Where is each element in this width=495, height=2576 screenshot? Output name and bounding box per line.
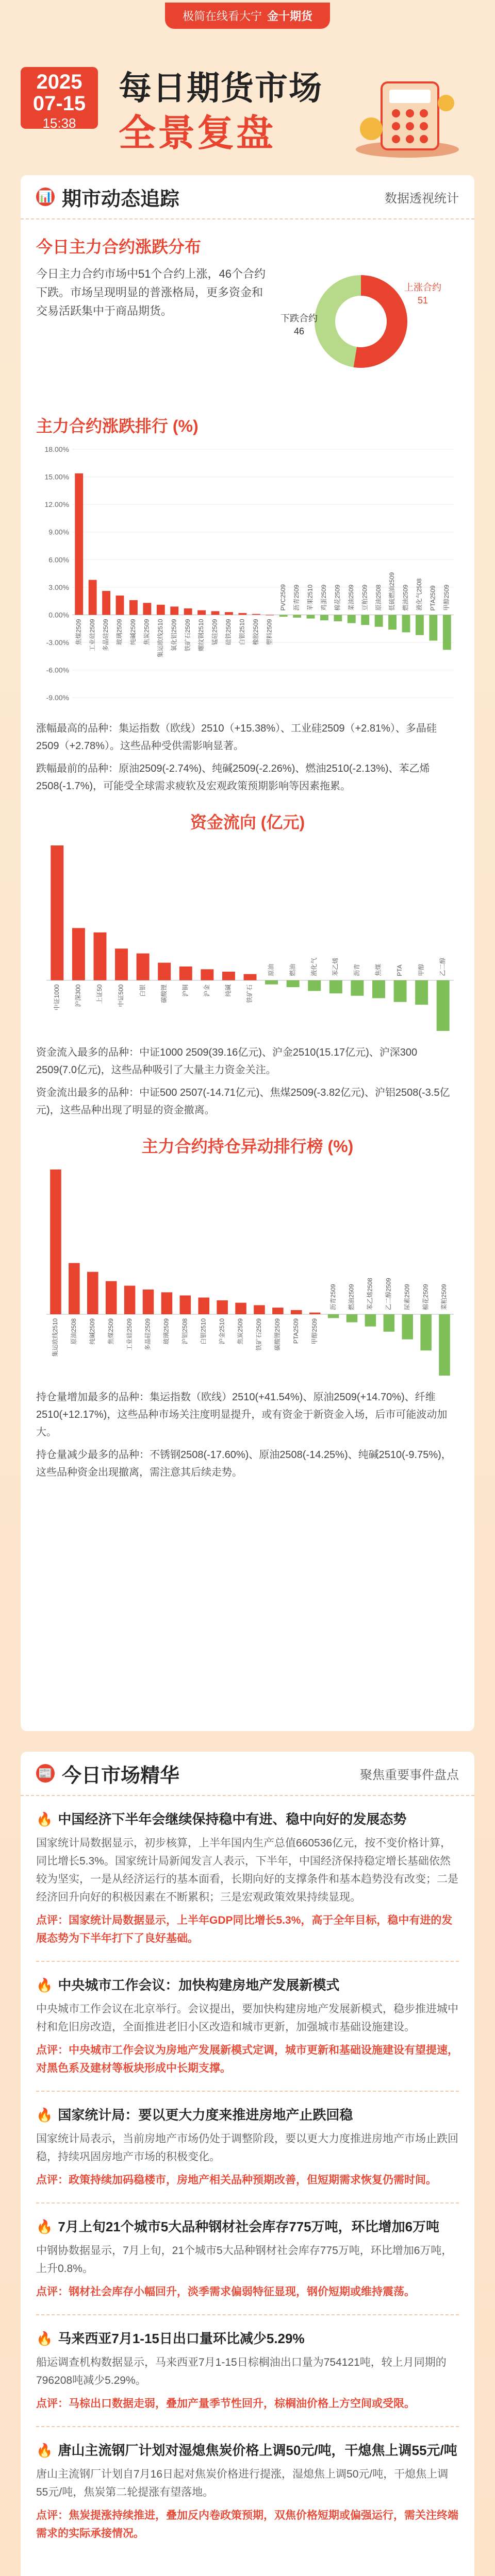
bar <box>307 615 315 618</box>
x-tick-label: 氧化铝2509 <box>170 619 178 652</box>
year: 2025 <box>36 71 82 93</box>
bar <box>420 1314 432 1350</box>
bar <box>402 1314 413 1340</box>
x-tick-label: 苯乙烯 <box>332 957 339 976</box>
bar <box>372 980 385 998</box>
pie-down-value: 46 <box>293 326 305 336</box>
pie-up-label: 上涨合约 <box>404 282 441 293</box>
bar <box>143 1290 154 1314</box>
x-tick-label: 碳酸锂2509 <box>274 1318 282 1351</box>
oi-note-2: 持仓量减少最多的品种：不锈钢2508(-17.60%)、原油2508(-14.25%)、纯碱2510(-9.75%)，这些品种资金出现撤离，需注意其后续走势。 <box>36 1449 452 1478</box>
y-tick-label: -9.00% <box>46 693 69 702</box>
bar <box>402 615 410 632</box>
x-tick-label: 上证50 <box>96 984 104 1004</box>
news-item[interactable] <box>36 2217 459 2301</box>
x-tick-label: 玻璃2509 <box>116 619 123 646</box>
news-comment-text: 点评：马棕出口数据走弱，叠加产量季节性回升，棕榈油价格上方空间或受限。 <box>36 2398 415 2410</box>
time: 15:38 <box>42 115 76 131</box>
news-list <box>21 1809 474 2543</box>
bar <box>351 980 364 996</box>
x-tick-label: 燃油 <box>289 963 296 976</box>
bar <box>184 608 192 615</box>
x-tick-label: 碳酸锂 <box>160 984 168 1003</box>
news-comment <box>36 1911 459 1947</box>
x-tick-label: 焦炭2509 <box>143 619 151 646</box>
x-tick-label: 甲醇2509 <box>442 584 450 611</box>
bar <box>361 615 369 625</box>
news-title <box>36 2441 459 2460</box>
change-bar-chart <box>36 444 459 712</box>
bar <box>254 1305 265 1314</box>
bar <box>116 596 124 615</box>
bar <box>137 954 150 980</box>
x-tick-label: 玻璃2509 <box>162 1318 170 1345</box>
news-title <box>36 2217 459 2236</box>
x-tick-label: 焦煤2509 <box>107 1318 114 1345</box>
x-tick-label: 多晶硅2509 <box>102 619 110 652</box>
x-tick-label: 工业硅2509 <box>88 619 96 652</box>
x-tick-label: 铁矿石2509 <box>255 1318 263 1351</box>
calculator-icon <box>351 72 464 160</box>
news-body-text: 国家统计局数据显示，初步核算，上半年国内生产总值660536亿元，按不变价格计算，同比增长5.3%。国家统计局新闻发言人表示，下半年，中国经济保持稳定增长基础依然较为坚实，一是从经济运行的基本面看，长期向好的支撑条件和基本趋势没有改变；二是经济回升向好的积极因素在不断累积；三是宏观政策效果持续显现。 <box>36 1837 458 1903</box>
x-tick-label: 菜粕2509 <box>440 1284 448 1310</box>
y-tick-label: -6.00% <box>46 666 69 674</box>
news-comment <box>36 2171 459 2189</box>
news-body-text: 中钢协数据显示，7月上旬，21个城市5大品种钢材社会库存775万吨，环比增加6万吨，上升0.8%。 <box>36 2245 453 2275</box>
divider <box>36 1961 459 1962</box>
news-title <box>36 1975 459 1995</box>
bar <box>244 974 257 980</box>
x-tick-label: PTA2509 <box>429 585 437 611</box>
x-tick-label: 白银 <box>139 984 146 997</box>
bar <box>388 615 397 630</box>
month-day: 07-15 <box>32 92 86 115</box>
x-tick-label: 纯碱 <box>224 984 232 997</box>
chg-title: 主力合约涨跌排行 (%) <box>36 417 199 435</box>
x-tick-label: 沥青2509 <box>293 584 301 611</box>
date-box <box>21 67 98 129</box>
divider <box>36 2202 459 2204</box>
news-comment <box>36 2506 459 2543</box>
section-right-label: 聚焦重要事件盘点 <box>360 1768 459 1782</box>
bar <box>265 980 278 985</box>
bar <box>346 1314 358 1323</box>
up-down-pie-chart <box>268 255 454 388</box>
bar <box>217 1300 228 1314</box>
bar <box>394 980 407 1002</box>
x-tick-label: 橡胶2509 <box>252 619 259 646</box>
top-label: 极简在线看大宁 <box>182 9 262 23</box>
bar <box>308 980 321 991</box>
bar <box>334 615 342 621</box>
news-body <box>36 2465 459 2501</box>
bar <box>429 615 437 640</box>
y-tick-label: 0.00% <box>48 611 69 619</box>
news-body-text: 唐山主流钢厂计划自7月16日起对焦炭价格进行提涨，湿熄焦上调50元/吨，干熄焦上调55元/吨，焦炭第二轮提涨有望落地。 <box>36 2468 449 2498</box>
x-tick-label: 中证1000 <box>53 984 60 1011</box>
x-tick-label: 尿素2509 <box>403 1284 411 1310</box>
bar <box>384 1314 395 1332</box>
bar <box>143 603 151 615</box>
bar <box>291 1310 302 1314</box>
x-tick-label: 沪铝2508 <box>181 1318 189 1345</box>
chart-icon: 📊 <box>36 188 55 206</box>
news-item[interactable] <box>36 1975 459 2077</box>
bar <box>293 615 301 617</box>
x-tick-label: 豆粕2509 <box>361 584 369 611</box>
pie-slice-up <box>353 275 407 368</box>
bar <box>69 1263 80 1314</box>
x-tick-label: 纯碱2509 <box>88 1318 96 1345</box>
news-item[interactable] <box>36 2441 459 2543</box>
section-header <box>21 175 474 219</box>
y-tick-label: 9.00% <box>48 528 69 536</box>
flame-icon: 🔥 <box>36 1977 53 1993</box>
news-body <box>36 2000 459 2036</box>
bar <box>180 1295 191 1314</box>
news-icon: 📰 <box>36 1764 55 1783</box>
x-tick-label: 集运欧线2510 <box>52 1318 59 1357</box>
y-tick-label: 18.00% <box>44 445 69 453</box>
news-comment-text: 点评：钢材社会库存小幅回升，淡季需求偏弱特征显现，钢价短期或维持震荡。 <box>36 2286 415 2298</box>
bar <box>320 615 328 620</box>
bar <box>225 612 233 615</box>
bar <box>170 606 178 615</box>
news-title-text: 马来西亚7月1-15日出口量环比减少5.29% <box>58 2331 305 2346</box>
x-tick-label: 原油2508 <box>374 584 382 611</box>
flow-note-2: 资金流出最多的品种：中证500 2507(-14.71亿元)、焦煤2509(-3.82亿元)、沪铝2508(-3.5亿元)，这些品种出现了明显的资金撤离。 <box>36 1087 450 1116</box>
bar <box>235 1303 246 1314</box>
x-tick-label: 纯碱2509 <box>129 619 137 646</box>
bar <box>93 933 106 980</box>
chg-note-2: 跌幅最前的品种：原油2509(-2.74%)、纯碱2509(-2.26%)、燃油2510(-2.13%)、苯乙烯2508(-1.7%)，可能受全球需求疲软及宏观政策预期影响等因素拖累。 <box>36 763 430 792</box>
x-tick-label: 集运欧线2510 <box>156 619 164 658</box>
bar <box>197 611 206 615</box>
x-tick-label: 棉花2509 <box>422 1284 430 1310</box>
bar <box>157 605 165 615</box>
y-tick-label: -3.00% <box>46 638 69 647</box>
bar <box>348 615 356 623</box>
x-tick-label: 沥青 <box>353 963 361 976</box>
news-comment-text: 点评：中央城市工作会议为房地产发展新模式定调，城市更新和基础设施建设有望提速，对黑色系及建材等板块形成中长期支撑。 <box>36 2044 458 2074</box>
flame-icon: 🔥 <box>36 2443 53 2458</box>
x-tick-label: 焦炭2509 <box>237 1318 244 1345</box>
x-tick-label: 焦煤2509 <box>75 619 82 646</box>
x-tick-label: 铁矿石2509 <box>184 619 191 652</box>
bar <box>72 928 85 980</box>
bar <box>129 600 138 615</box>
oi-title: 主力合约持仓异动排行榜 (%) <box>141 1137 354 1156</box>
y-tick-label: 6.00% <box>48 555 69 564</box>
x-tick-label: 铁矿石 <box>246 984 254 1003</box>
x-tick-label: 沪金2510 <box>218 1318 226 1345</box>
x-tick-label: 低硫燃油2509 <box>388 572 396 611</box>
news-body-text: 国家统计局表示，当前房地产市场仍处于调整阶段，要以更大力度推进房地产市场止跌回稳，持续巩固房地产市场的积极变化。 <box>36 2133 458 2163</box>
x-tick-label: 沪深300 <box>74 984 82 1007</box>
news-title-text: 唐山主流钢厂计划对湿熄焦炭价格上调50元/吨，干熄焦上调55元/吨 <box>58 2443 457 2458</box>
news-comment <box>36 2283 459 2301</box>
x-tick-label: 塑料2509 <box>266 619 273 646</box>
bar <box>329 980 342 994</box>
x-tick-label: 苹果2510 <box>306 584 314 611</box>
bar <box>161 1292 173 1314</box>
bar <box>158 963 171 980</box>
news-title-text: 7月上旬21个城市5大品种钢材社会库存775万吨，环比增加6万吨 <box>58 2219 440 2234</box>
bar <box>439 1314 450 1376</box>
x-tick-label: 甲醇2509 <box>310 1318 318 1345</box>
news-body <box>36 2353 459 2389</box>
y-tick-label: 3.00% <box>48 583 69 591</box>
x-tick-label: 燃油2509 <box>348 1284 355 1310</box>
x-tick-label: 苯乙烯2508 <box>366 1278 374 1310</box>
bar <box>416 615 424 635</box>
bar <box>115 948 128 980</box>
news-body <box>36 2130 459 2166</box>
hero <box>0 31 495 175</box>
top-banner <box>0 0 495 31</box>
pie-up-value: 51 <box>417 295 428 306</box>
news-title-text: 中国经济下半年会继续保持稳中有进、稳中向好的发展态势 <box>58 1811 407 1827</box>
flow-note-1: 资金流入最多的品种：中证1000 2509(39.16亿元)、沪金2510(15.17亿元)、沪深300 2509(7.0亿元)，这些品种吸引了大量主力资金关注。 <box>36 1047 418 1076</box>
news-title-text: 国家统计局：要以更大力度来推进房地产止跌回稳 <box>58 2107 353 2123</box>
logo-text: 金十期货 <box>267 9 313 23</box>
news-body-text: 中央城市工作会议在北京举行。会议提出，要加快构建房地产发展新模式，稳步推进城中村和危旧房改造，全面推进老旧小区改造和城市更新，加强城市基础设施建设。 <box>36 2003 458 2033</box>
bar <box>252 614 260 615</box>
chg-note-1: 涨幅最高的品种：集运指数（欧线）2510（+15.38%）、工业硅2509（+2.81%）、多晶硅2509（+2.78%）。这些品种受供需影响显著。 <box>36 723 437 752</box>
y-tick-label: 12.00% <box>44 500 69 509</box>
bar <box>272 1308 284 1314</box>
dist-text: 今日主力合约市场中51个合约上涨，46个合约下跌。市场呈现明显的普涨格局，更多资金和交易活跃集中于商品期货。 <box>36 267 266 317</box>
bar <box>89 580 97 615</box>
x-tick-label: 菜油2509 <box>347 584 355 611</box>
flame-icon: 🔥 <box>36 2219 53 2234</box>
news-item[interactable] <box>36 1809 459 1947</box>
market-highlights-card <box>21 1752 474 2576</box>
news-body <box>36 2242 459 2278</box>
hero-subtitle: 全景复盘 <box>119 113 276 154</box>
section-title: 期市动态追踪 <box>62 188 180 210</box>
open-interest-bar-chart <box>36 1164 459 1381</box>
top-pill[interactable] <box>165 3 330 29</box>
flame-icon: 🔥 <box>36 1811 53 1827</box>
capital-flow-bar-chart <box>36 840 459 1036</box>
section-header <box>21 1752 474 1796</box>
divider <box>36 2426 459 2427</box>
x-tick-label: 硅铁2509 <box>225 619 233 646</box>
pie-down-label: 下跌合约 <box>280 313 318 324</box>
bar <box>287 980 300 987</box>
bar <box>279 615 288 617</box>
x-tick-label: 燃油2509 <box>402 584 409 611</box>
y-tick-label: 15.00% <box>44 472 69 481</box>
news-title <box>36 2329 459 2348</box>
section-title: 今日市场精华 <box>62 1765 180 1787</box>
bar <box>328 1314 339 1318</box>
x-tick-label: 沥青2509 <box>329 1284 337 1310</box>
x-tick-label: 白银2510 <box>238 619 246 646</box>
divider <box>36 2314 459 2315</box>
news-title-text: 中央城市工作会议：加快构建房地产发展新模式 <box>58 1977 340 1993</box>
x-tick-label: 中证500 <box>117 984 125 1007</box>
bar <box>437 980 450 1031</box>
bar <box>238 613 246 615</box>
bar <box>102 591 110 615</box>
bar <box>415 980 428 1005</box>
news-item[interactable] <box>36 2329 459 2413</box>
news-comment <box>36 2041 459 2077</box>
bar <box>443 615 451 650</box>
bar <box>106 1281 117 1314</box>
news-item[interactable] <box>36 2105 459 2189</box>
x-tick-label: 液化气2508 <box>416 578 423 611</box>
bar <box>179 967 192 980</box>
news-comment-text: 点评：政策持续加码稳楼市，房地产相关品种预期改善，但短期需求恢复仍需时间。 <box>36 2174 437 2186</box>
bar <box>365 1314 376 1327</box>
market-dynamics-card <box>21 175 474 1731</box>
bar <box>375 615 383 626</box>
bar <box>87 1272 98 1314</box>
bar <box>309 1313 321 1314</box>
news-body-text: 船运调查机构数据显示，马来西亚7月1-15日棕榈油出口量为754121吨，较上月同期的796208吨减少5.29%。 <box>36 2357 447 2386</box>
flow-title: 资金流向 (亿元) <box>190 813 305 832</box>
x-tick-label: 原油2508 <box>70 1318 78 1345</box>
x-tick-label: 鸡蛋2509 <box>320 584 328 611</box>
x-tick-label: 白银2510 <box>200 1318 207 1345</box>
x-tick-label: 甲醇 <box>417 963 425 976</box>
dist-title: 今日主力合约涨跌分布 <box>36 238 202 256</box>
bar <box>124 1285 136 1314</box>
divider <box>36 2091 459 2092</box>
bar <box>51 845 63 980</box>
x-tick-label: 沪金 <box>203 984 211 997</box>
news-title <box>36 1809 459 1829</box>
news-body <box>36 1834 459 1906</box>
news-comment-text: 点评：国家统计局数据显示，上半年GDP同比增长5.3%，高于全年目标，稳中有进的发展态势为下半年打下了良好基础。 <box>36 1914 453 1944</box>
news-comment <box>36 2395 459 2413</box>
bar <box>222 972 235 980</box>
bar <box>50 1170 61 1314</box>
x-tick-label: 锰硅2509 <box>211 619 219 646</box>
x-tick-label: 棉花2509 <box>334 584 341 611</box>
x-tick-label: 乙二醇2509 <box>385 1278 392 1310</box>
oi-note-1: 持仓量增加最多的品种：集运指数（欧线）2510(+41.54%)、原油2509(+14.70%)、纤维2510(+12.17%)，这些品种市场关注度明显提升，或有资金于新资金入场，后市可能波动加大。 <box>36 1392 448 1438</box>
bar <box>198 1297 209 1314</box>
flame-icon: 🔥 <box>36 2331 53 2346</box>
news-comment-text: 点评：焦炭提涨持续推进，叠加反内卷政策预期，双焦价格短期或偏强运行，需关注终端需求的实际承接情况。 <box>36 2510 458 2539</box>
bar <box>201 969 213 980</box>
x-tick-label: PVC2509 <box>279 584 287 611</box>
x-tick-label: 焦煤 <box>374 963 382 976</box>
bar <box>211 611 220 615</box>
section-right-label: 数据透视统计 <box>385 191 459 206</box>
news-title <box>36 2105 459 2125</box>
x-tick-label: 多晶硅2509 <box>144 1318 152 1351</box>
x-tick-label: 螺纹钢2510 <box>197 619 205 652</box>
pie-slice-down <box>315 275 361 367</box>
hero-title: 每日期货市场 <box>119 70 323 107</box>
x-tick-label: PTA <box>396 964 404 976</box>
x-tick-label: PTA2509 <box>292 1318 300 1344</box>
x-tick-label: 乙二醇 <box>439 957 447 976</box>
x-tick-label: 沪铜 <box>182 984 189 997</box>
flame-icon: 🔥 <box>36 2107 53 2123</box>
bar <box>75 473 83 615</box>
x-tick-label: 液化气 <box>310 957 318 976</box>
x-tick-label: 原油 <box>267 963 275 976</box>
x-tick-label: 工业硅2509 <box>125 1318 133 1351</box>
